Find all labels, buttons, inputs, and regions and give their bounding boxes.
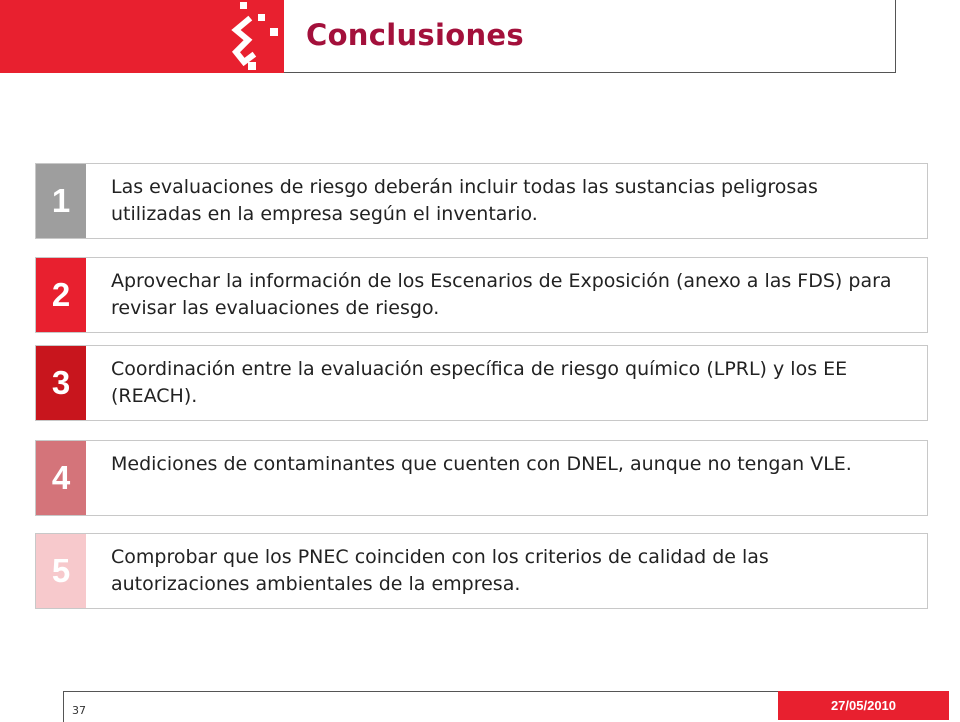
conclusion-item-1 <box>35 163 928 239</box>
conclusion-item-5 <box>35 533 928 609</box>
item-text: Las evaluaciones de riesgo deberán incluir todas las sustancias peligrosas utilizadas en la empresa según el inventario. <box>111 176 818 225</box>
item-text: Mediciones de contaminantes que cuenten con DNEL, aunque no tengan VLE. <box>111 453 852 475</box>
brand-logo-icon <box>226 0 286 73</box>
item-number-badge: 3 <box>36 346 86 420</box>
item-number-badge: 2 <box>36 258 86 332</box>
item-number-badge: 5 <box>36 534 86 608</box>
item-text: Comprobar que los PNEC coinciden con los criterios de calidad de las autorizaciones ambientales de la empresa. <box>111 546 769 595</box>
item-number-badge: 4 <box>36 441 86 515</box>
conclusion-item-3 <box>35 345 928 421</box>
item-text: Coordinación entre la evaluación específica de riesgo químico (LPRL) y los EE (REACH). <box>111 358 848 407</box>
footer-frame <box>63 691 779 722</box>
conclusion-item-2 <box>35 257 928 333</box>
item-number-badge: 1 <box>36 164 86 238</box>
footer-date: 27/05/2010 <box>778 691 949 720</box>
page-number: 37 <box>72 704 86 717</box>
page-title: Conclusiones <box>306 18 524 52</box>
conclusion-item-4 <box>35 440 928 516</box>
item-text: Aprovechar la información de los Escenarios de Exposición (anexo a las FDS) para revisar las evaluaciones de riesgo. <box>111 270 892 319</box>
